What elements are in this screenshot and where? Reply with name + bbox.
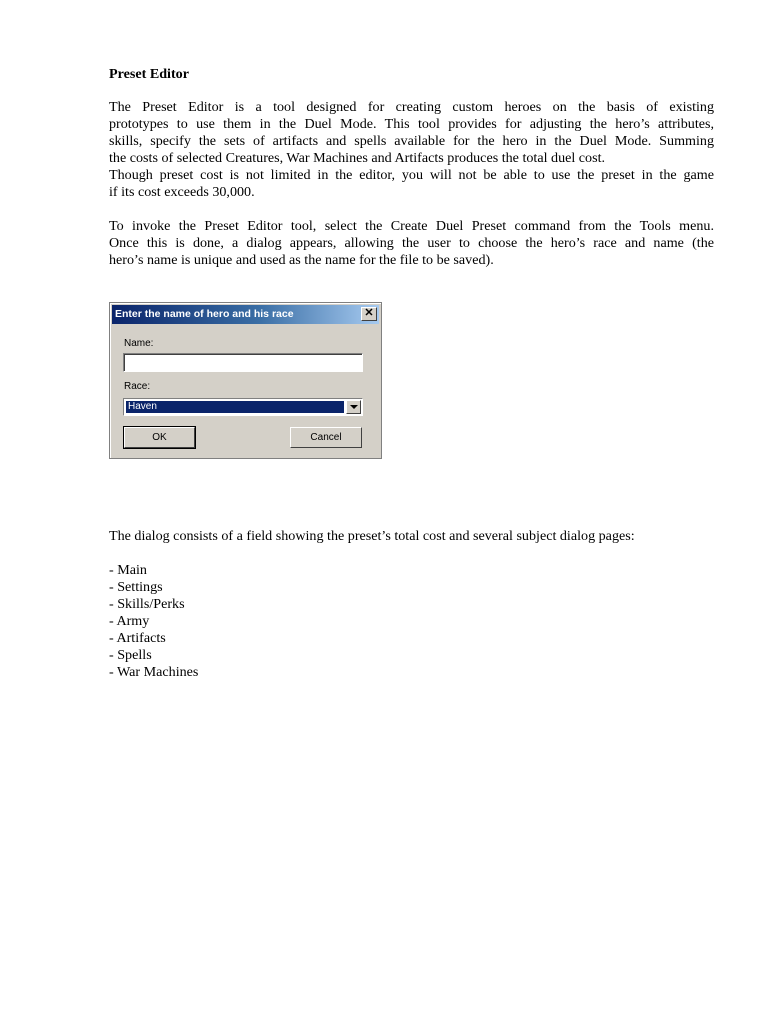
- name-label: Name:: [124, 338, 154, 349]
- text-line: The Preset Editor is a tool designed for creating custom heroes on the basis of existing: [109, 99, 714, 115]
- text-line: the costs of selected Creatures, War Machines and Artifacts produces the total duel cost.: [109, 150, 606, 166]
- chevron-down-icon: [350, 405, 358, 409]
- text-line: if its cost exceeds 30,000.: [109, 184, 255, 200]
- dialog-title: Enter the name of hero and his race: [115, 308, 294, 320]
- race-selected-value: Haven: [126, 401, 344, 413]
- cost-limit-paragraph: [109, 167, 714, 201]
- name-input[interactable]: [123, 353, 363, 372]
- intro-paragraph: [109, 99, 714, 167]
- text-line: To invoke the Preset Editor tool, select the Create Duel Preset command from the Tools menu.: [109, 218, 714, 234]
- text-line: Though preset cost is not limited in the editor, you will not be able to use the preset in the game: [109, 167, 714, 183]
- close-button[interactable]: [361, 307, 377, 321]
- dialog-title-bar[interactable]: [112, 305, 379, 324]
- text-line: skills, specify the sets of artifacts and spells available for the hero in the Duel Mode. Summing: [109, 133, 714, 149]
- text-line: hero’s name is unique and used as the name for the file to be saved).: [109, 252, 494, 268]
- ok-button[interactable]: OK: [124, 427, 195, 448]
- race-label: Race:: [124, 381, 151, 392]
- list-item: - Spells: [109, 647, 152, 663]
- list-item: - Settings: [109, 579, 163, 595]
- dialog-intro-text: The dialog consists of a field showing the preset’s total cost and several subject dialog pages:: [109, 528, 635, 544]
- hero-race-dialog: [109, 302, 382, 459]
- text-line: Once this is done, a dialog appears, allowing the user to choose the hero’s race and name (the: [109, 235, 714, 251]
- list-item: - Skills/Perks: [109, 596, 185, 612]
- close-icon: ✕: [364, 307, 374, 319]
- dropdown-button[interactable]: [346, 400, 361, 414]
- list-item: - War Machines: [109, 664, 199, 680]
- cancel-button[interactable]: Cancel: [290, 427, 362, 448]
- document-heading: Preset Editor: [109, 66, 189, 82]
- dialog-pages-section: [109, 528, 714, 681]
- list-item: - Artifacts: [109, 630, 166, 646]
- text-line: prototypes to use them in the Duel Mode. This tool provides for adjusting the hero’s attributes,: [109, 116, 714, 132]
- list-item: - Main: [109, 562, 147, 578]
- invoke-paragraph: [109, 218, 714, 269]
- race-select[interactable]: [123, 398, 363, 416]
- list-item: - Army: [109, 613, 150, 629]
- document-body: [109, 66, 714, 269]
